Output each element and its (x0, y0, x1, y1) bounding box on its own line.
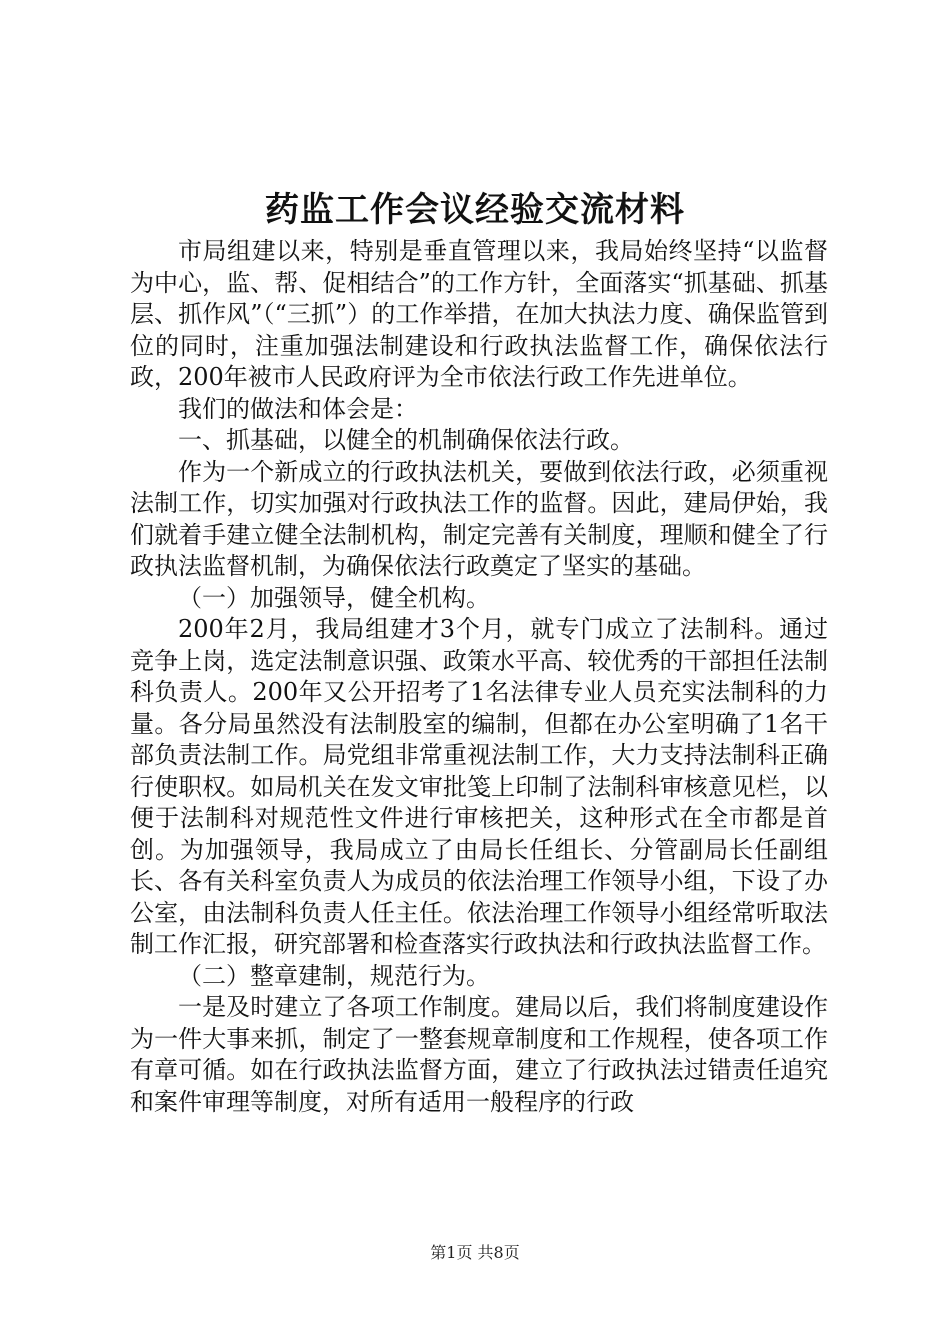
subsection-heading-1: （一）加强领导，健全机构。 (178, 583, 490, 612)
subsection-heading-2: （二）整章建制，规范行为。 (178, 961, 490, 990)
paragraph-section-1: 作为一个新成立的行政执法机关，要做到依法行政，必须重视法制工作，切实加强对行政执法工作的监督。因此，建局伊始，我们就着手建立健全法制机构，制定完善有关制度，理顺和健全了行政执法监督机制，为确保依法行政奠定了坚实的基础。 (130, 457, 828, 580)
page-footer: 第1页 共8页 (430, 1243, 520, 1262)
document-body (130, 236, 828, 1118)
paragraph-subsection-1: 200年2月，我局组建才3个月，就专门成立了法制科。通过竞争上岗，选定法制意识强、政策水平高、较优秀的干部担任法制科负责人。200年又公开招考了1名法律专业人员充实法制科的力量。各分局虽然没有法制股室的编制，但都在办公室明确了1名干部负责法制工作。局党组非常重视法制工作，大力支持法制科正确行使职权。如局机关在发文审批笺上印制了法制科审核意见栏，以便于法制科对规范性文件进行审核把关，这种形式在全市都是首创。为加强领导，我局成立了由局长任组长、分管副局长任副组长、各有关科室负责人为成员的依法治理工作领导小组，下设了办公室，由法制科负责人任主任。依法治理工作领导小组经常听取法制工作汇报，研究部署和检查落实行政执法和行政执法监督工作。 (130, 615, 828, 958)
section-heading-1: 一、抓基础，以健全的机制确保依法行政。 (178, 426, 634, 454)
paragraph-lead-in: 我们的做法和体会是： (178, 394, 418, 423)
paragraph-subsection-2: 一是及时建立了各项工作制度。建局以后，我们将制度建设作为一件大事来抓，制定了一整套规章制度和工作规程，使各项工作有章可循。如在行政执法监督方面，建立了行政执法过错责任追究和案件审理等制度，对所有适用一般程序的行政 (130, 993, 828, 1116)
paragraph-intro: 市局组建以来，特别是垂直管理以来，我局始终坚持“以监督为中心，监、帮、促相结合”的工作方针，全面落实“抓基础、抓基层、抓作风”（“三抓”）的工作举措，在加大执法力度、确保监管到位的同时，注重加强法制建设和行政执法监督工作，确保依法行政，200年被市人民政府评为全市依法行政工作先进单位。 (130, 237, 828, 391)
document-title: 药监工作会议经验交流材料 (265, 190, 685, 230)
